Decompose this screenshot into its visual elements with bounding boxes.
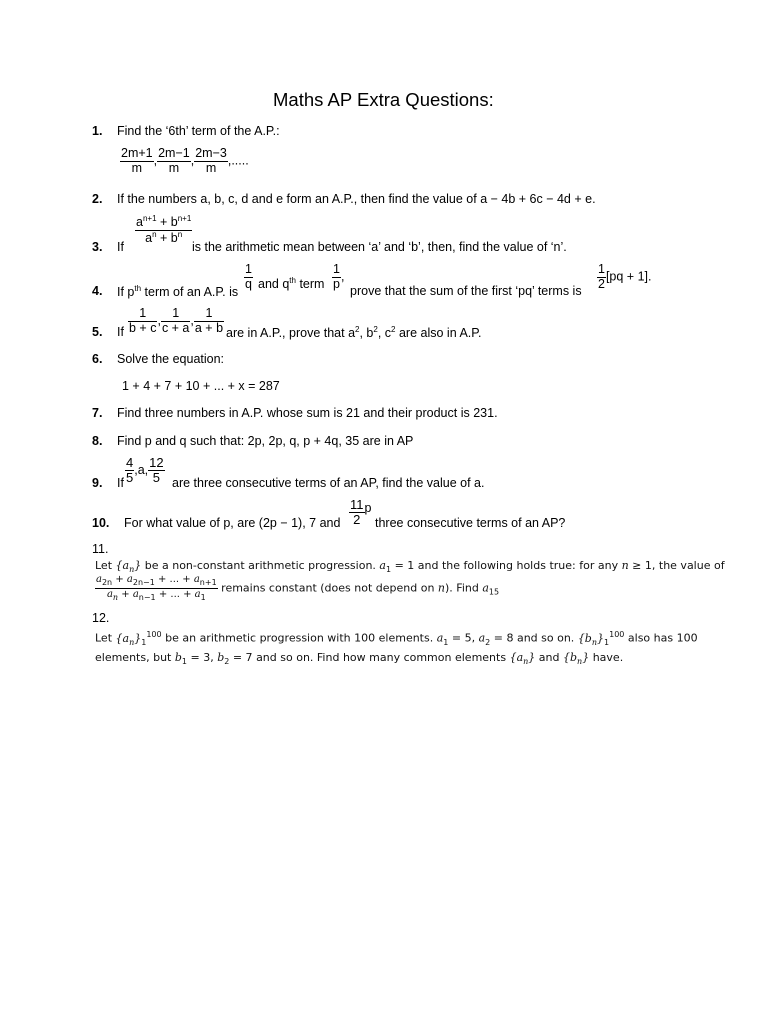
q4-text-3: prove that the sum of the first ‘pq’ terms is [350, 284, 582, 298]
q9-pre: If [117, 476, 124, 490]
q12-line-2: elements, but $b_1 = 3$, $b_2 = 7$ and so on. Find how many common elements $\{a_n\}$ and $\{b_n\}$ have. [95, 651, 624, 667]
q10-fraction: $\frac{11}{2}$ p [350, 497, 372, 528]
q2-text: If the numbers a, b, c, d and e form an A.P., then find the value of a − 4b + 6c − 4d + e. [117, 192, 596, 206]
q5-number: 5. [92, 325, 103, 339]
q5-fractions: $\frac{1}{b + c}$ , $\frac{1}{c + a}$ , $\frac{1}{a + b}$ [129, 306, 224, 335]
q12-number: 12. [92, 611, 110, 625]
page-title: Maths AP Extra Questions: [273, 89, 494, 110]
q9-number: 9. [92, 476, 103, 490]
q7-text: Find three numbers in A.P. whose sum is 21 and their product is 231. [117, 406, 498, 420]
q11-line-2: $\frac{a_{2n} + a_{2n-1} + ... + a_{n+1}}{a_n + a_{n-1} + ... + a_1}$ remains constant (does not depend on n). Find $a_{15}$ [96, 574, 500, 602]
q4-number: 4. [92, 284, 103, 298]
q9-text: are three consecutive terms of an AP, find the value of a. [172, 476, 485, 490]
q4-fraction-2: $\frac{1}{p}$ , [333, 262, 345, 291]
q4-text: If $p^{th}$ term of an A.P. is [117, 284, 239, 300]
q6-text: Solve the equation: [117, 352, 225, 366]
q3-text: is the arithmetic mean between ‘a’ and ‘b’, then, find the value of ‘n’. [192, 240, 567, 254]
q1-text: Find the ‘6th’ term of the A.P.: [117, 124, 280, 138]
q7-number: 7. [92, 406, 103, 420]
q10-number: 10. [92, 516, 110, 530]
q9-fractions: $\frac{4}{5}$ ,a, $\frac{12}{5}$ [126, 455, 164, 486]
q3-fraction: $\frac{a^{n+1} + b^{n+1}}{a^n + b^n}$ [136, 214, 192, 246]
q4-text-2: and $q^{th}$ term [258, 276, 325, 292]
q8-number: 8. [92, 434, 103, 448]
q3-number: 3. [92, 240, 103, 254]
q10-text: three consecutive terms of an AP? [375, 516, 566, 530]
q6-number: 6. [92, 352, 103, 366]
q8-text: Find p and q such that: 2p, 2p, q, p + 4q, 35 are in AP [117, 434, 414, 448]
q5-text: are in A.P., prove that $a^2$, $b^2$, $c^2$ are also in A.P. [226, 325, 482, 341]
q11-number: 11. [92, 542, 109, 556]
q6-equation: 1 + 4 + 7 + 10 + ... + x = 287 [122, 379, 280, 393]
q12-line-1: Let $\{a_n\}_1^{100}$ be an arithmetic progression with 100 elements. $a_1 = 5$, $a_2 = 8$ and so on. $\{b_n\}_1^{100}$ also has 100 [95, 630, 698, 647]
q11-line-1: Let $\{a_n\}$ be a non-constant arithmetic progression. $a_1 = 1$ and the following holds true: for any n ≥ 1, the value of [95, 559, 725, 575]
q10-pre: For what value of p, are (2p − 1), 7 and [124, 516, 341, 530]
q1-sequence: $\frac{2m+1}{m}$ , $\frac{2m-1}{m}$ , $\frac{2m-3}{m}$ ,..... [121, 146, 249, 175]
q4-fraction-3: $\frac{1}{2}$ [pq + 1]. [598, 262, 652, 291]
q2-number: 2. [92, 192, 103, 206]
q4-fraction-1: $\frac{1}{q}$ [245, 262, 252, 291]
q1-number: 1. [92, 124, 103, 138]
q3-pre: If [117, 240, 124, 254]
q5-pre: If [117, 325, 124, 339]
